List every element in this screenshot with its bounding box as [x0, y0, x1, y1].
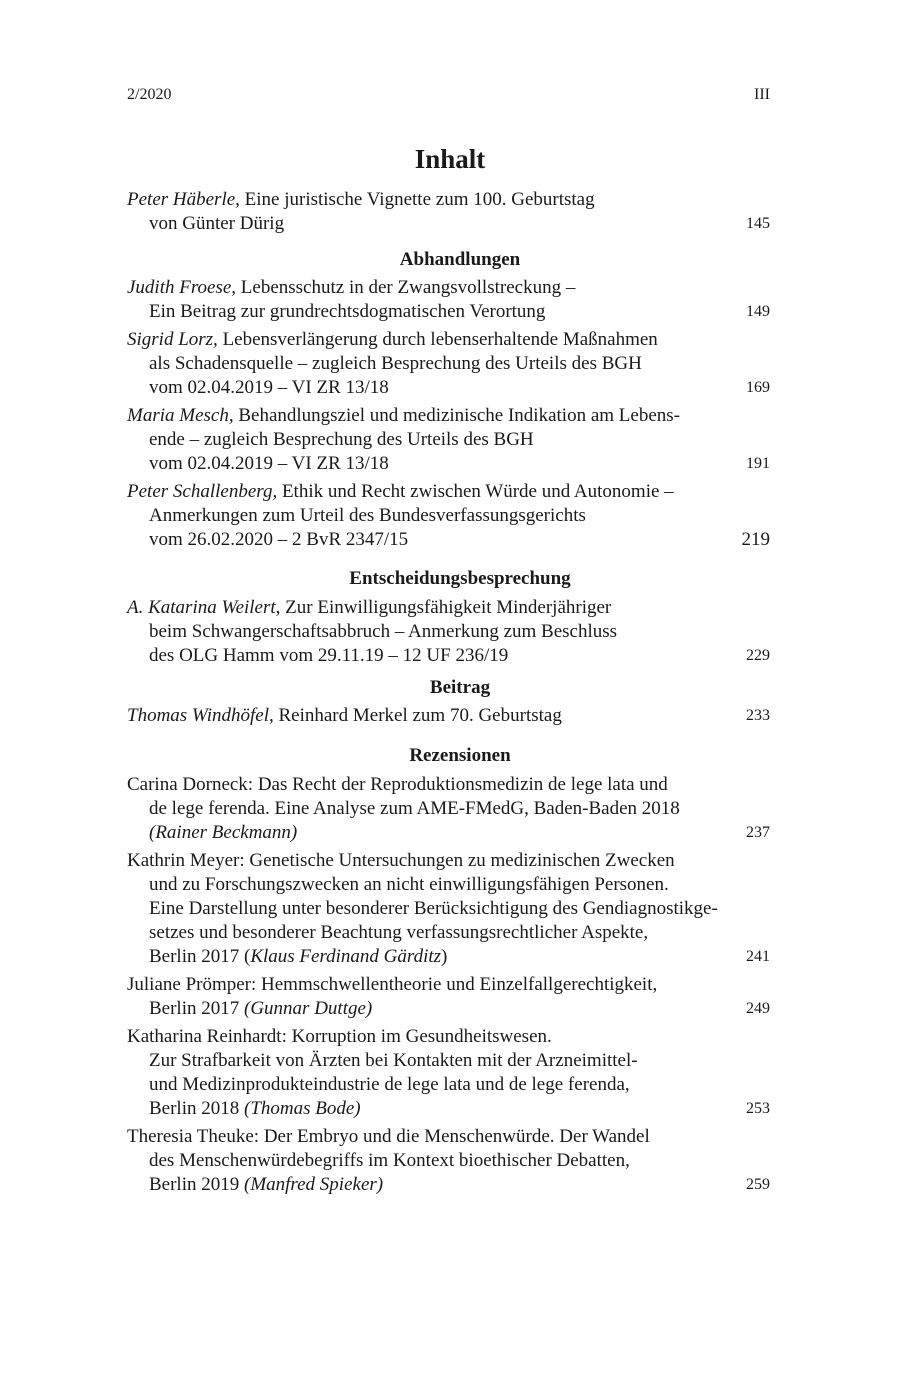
entry-line: [149, 1173, 383, 1197]
reviewer: (Thomas Bode): [244, 1098, 361, 1119]
entry-line: von Günter Dürig: [149, 213, 285, 234]
section-heading-rezensionen: Rezensionen: [409, 745, 511, 766]
entry-line: Juliane Prömper: Hemmschwellentheorie und Einzelfallgerechtigkeit,: [127, 974, 658, 995]
section-heading-abhandlungen: Abhandlungen: [399, 249, 521, 270]
entry-title: Zur Einwilligungsfähigkeit Minderjähriger: [280, 597, 612, 618]
entry-line: des OLG Hamm vom 29.11.19 – 12 UF 236/19: [149, 645, 509, 666]
author: Peter Häberle,: [127, 189, 240, 210]
entry-line: Eine Darstellung unter besonderer Berücksichtigung des Gendiagnostikge-: [149, 898, 718, 919]
entry-title: Ethik und Recht zwischen Würde und Autonomie –: [277, 481, 674, 502]
entry-line: Carina Dorneck: Das Recht der Reproduktionsmedizin de lege lata und: [127, 774, 668, 795]
page-number-roman: III: [754, 86, 770, 103]
entry-line: setzes und besonderer Beachtung verfassungsrechtlicher Aspekte,: [149, 922, 649, 943]
entry-text: Berlin 2019: [149, 1174, 244, 1195]
page-ref: 169: [746, 379, 770, 396]
page-ref: 253: [746, 1100, 770, 1117]
page-ref: 149: [746, 303, 770, 320]
section-heading-entscheidungsbesprechung: Entscheidungsbesprechung: [349, 568, 571, 589]
entry-line: [127, 188, 595, 212]
entry-line: Katharina Reinhardt: Korruption im Gesundheitswesen.: [127, 1026, 552, 1047]
entry-text: Berlin 2018: [149, 1098, 244, 1119]
entry-line: vom 26.02.2020 – 2 BvR 2347/15: [149, 529, 409, 550]
page-ref: 259: [746, 1176, 770, 1193]
entry-line: ende – zugleich Besprechung des Urteils des BGH: [149, 429, 534, 450]
entry-line: Theresia Theuke: Der Embryo und die Menschenwürde. Der Wandel: [127, 1126, 650, 1147]
entry-title: Lebensverlängerung durch lebenserhaltende Maßnahmen: [217, 329, 658, 350]
entry-line: [127, 276, 575, 300]
page-ref: 233: [746, 707, 770, 724]
entry-line: [127, 480, 674, 504]
entry-text: Berlin 2017: [149, 998, 244, 1019]
entry-line: Kathrin Meyer: Genetische Untersuchungen zu medizinischen Zwecken: [127, 850, 675, 871]
entry-line: vom 02.04.2019 – VI ZR 13/18: [149, 377, 389, 398]
author: Judith Froese,: [127, 277, 237, 298]
entry-line: [149, 997, 372, 1021]
entry-line: [127, 596, 611, 620]
page-ref: 145: [746, 215, 770, 232]
page-ref: 249: [746, 1000, 770, 1017]
section-heading-beitrag: Beitrag: [429, 677, 491, 698]
entry-line: vom 02.04.2019 – VI ZR 13/18: [149, 453, 389, 474]
reviewer: Klaus Ferdinand Gärditz: [250, 946, 442, 967]
entry-line: [149, 821, 297, 845]
entry-line: und zu Forschungszwecken an nicht einwilligungsfähigen Personen.: [149, 874, 669, 895]
entry-text: Berlin 2017 (: [149, 946, 251, 967]
author: Thomas Windhöfel,: [127, 705, 274, 726]
author: A. Katarina Weilert,: [127, 597, 281, 618]
entry-title: Eine juristische Vignette zum 100. Geburtstag: [239, 189, 595, 210]
entry-line: [127, 328, 658, 352]
entry-line: beim Schwangerschaftsabbruch – Anmerkung zum Beschluss: [149, 621, 618, 642]
author: Peter Schallenberg,: [127, 481, 278, 502]
page-ref: 241: [746, 948, 770, 965]
entry-line: als Schadensquelle – zugleich Besprechung des Urteils des BGH: [149, 353, 642, 374]
entry-line: de lege ferenda. Eine Analyse zum AME-FMedG, Baden-Baden 2018: [149, 798, 680, 819]
entry-title: Behandlungsziel und medizinische Indikation am Lebens-: [233, 405, 680, 426]
entry-line: Ein Beitrag zur grundrechtsdogmatischen Verortung: [149, 301, 546, 322]
entry-line: Anmerkungen zum Urteil des Bundesverfassungsgerichts: [149, 505, 586, 526]
page-ref: 191: [746, 455, 770, 472]
entry-line: und Medizinprodukteindustrie de lege lata und de lege ferenda,: [149, 1074, 630, 1095]
page-ref: 219: [741, 529, 770, 550]
entry-text: ): [441, 946, 448, 967]
author: Sigrid Lorz,: [127, 329, 218, 350]
page-ref: 237: [746, 824, 770, 841]
reviewer: (Rainer Beckmann): [149, 822, 298, 843]
reviewer: (Gunnar Duttge): [244, 998, 373, 1019]
entry-line: [149, 945, 447, 969]
page-title: Inhalt: [414, 144, 486, 174]
entry-line: Zur Strafbarkeit von Ärzten bei Kontakten mit der Arzneimittel-: [149, 1050, 638, 1071]
reviewer: (Manfred Spieker): [244, 1174, 384, 1195]
issue-number: 2/2020: [127, 86, 172, 103]
entry-title: Reinhard Merkel zum 70. Geburtstag: [273, 705, 562, 726]
entry-line: [149, 1097, 361, 1121]
entry-line: des Menschenwürdebegriffs im Kontext bioethischer Debatten,: [149, 1150, 630, 1171]
entry-line: [127, 704, 562, 728]
entry-title: Lebensschutz in der Zwangsvollstreckung –: [236, 277, 576, 298]
page-ref: 229: [746, 647, 770, 664]
author: Maria Mesch,: [127, 405, 234, 426]
entry-line: [127, 404, 680, 428]
